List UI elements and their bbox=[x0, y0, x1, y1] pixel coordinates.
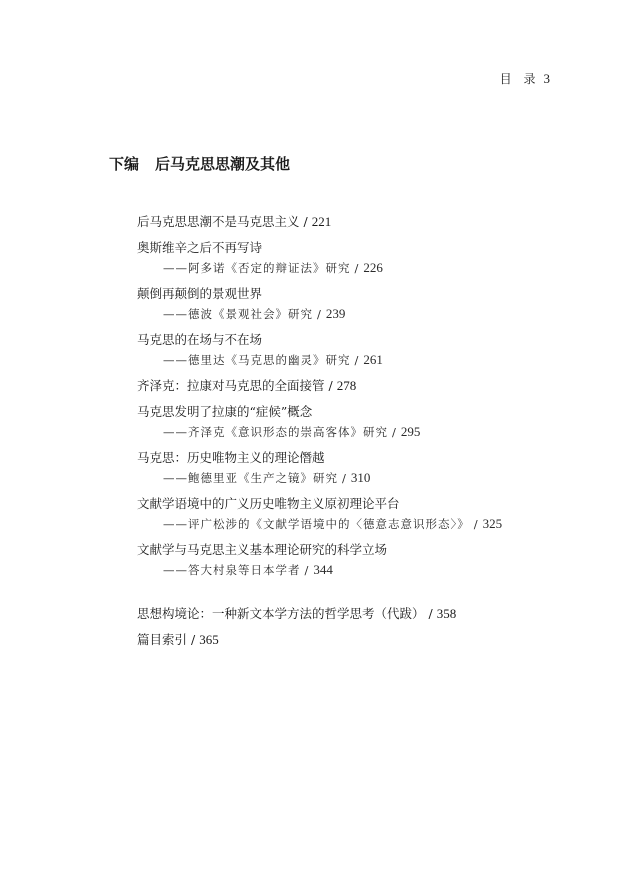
toc-separator: / bbox=[317, 307, 322, 321]
toc-entry-title: 马克思：历史唯物主义的理论僭越 bbox=[137, 450, 325, 465]
toc-entry[interactable] bbox=[137, 402, 574, 442]
toc-entry-page: 221 bbox=[311, 214, 332, 229]
toc-entry-subtitle: ——答大村泉等日本学者 bbox=[163, 563, 301, 577]
toc-entry-page: 226 bbox=[363, 260, 383, 275]
toc-separator: / bbox=[392, 425, 397, 439]
toc-entry-page: 358 bbox=[436, 606, 457, 621]
toc-entry-title: 奥斯维辛之后不再写诗 bbox=[137, 240, 263, 255]
toc-entry-title: 后马克思思潮不是马克思主义 bbox=[137, 214, 300, 229]
toc-entry-page: 295 bbox=[400, 424, 421, 439]
toc-entry[interactable] bbox=[137, 604, 574, 624]
toc-entry-title: 篇目索引 bbox=[137, 632, 188, 647]
toc-entry-title: 马克思发明了拉康的“症候”概念 bbox=[137, 404, 313, 419]
toc-entry-subtitle: ——阿多诺《否定的辩证法》研究 bbox=[163, 261, 351, 275]
toc-entry[interactable] bbox=[137, 284, 574, 324]
toc-entry-subtitle: ——鲍德里亚《生产之镜》研究 bbox=[163, 471, 338, 485]
toc-entry-page: 365 bbox=[199, 632, 219, 647]
toc-entry[interactable] bbox=[137, 212, 574, 232]
toc-entry[interactable] bbox=[137, 630, 574, 650]
toc-entry-page: 261 bbox=[363, 352, 383, 367]
toc-entry-page: 310 bbox=[350, 470, 371, 485]
toc-entry-title: 文献学与马克思主义基本理论研究的科学立场 bbox=[137, 542, 388, 557]
toc-entry-title: 文献学语境中的广义历史唯物主义原初理论平台 bbox=[137, 496, 400, 511]
toc-entry-subtitle: ——德波《景观社会》研究 bbox=[163, 307, 313, 321]
toc-separator: / bbox=[354, 353, 360, 367]
part-title: 后马克思思潮及其他 bbox=[155, 155, 291, 173]
toc-entry-subtitle: ——评广松涉的《文献学语境中的〈德意志意识形态〉》 bbox=[163, 517, 470, 531]
toc-entry-title: 马克思的在场与不在场 bbox=[137, 332, 263, 347]
toc-entry-page: 325 bbox=[482, 516, 503, 531]
toc-separator: / bbox=[354, 261, 360, 275]
toc-entry[interactable] bbox=[137, 448, 574, 488]
toc-separator: / bbox=[304, 563, 310, 577]
toc-entry-title: 齐泽克：拉康对马克思的全面接管 bbox=[137, 378, 325, 393]
toc-separator: / bbox=[342, 471, 347, 485]
toc-entry-title: 颠倒再颠倒的景观世界 bbox=[137, 286, 263, 301]
toc-entry-title: 思想构境论：一种新文本学方法的哲学思考（代跋） bbox=[137, 606, 425, 621]
toc-entry[interactable] bbox=[137, 238, 574, 278]
toc-entry-subtitle: ——德里达《马克思的幽灵》研究 bbox=[163, 353, 351, 367]
toc-separator: / bbox=[473, 517, 479, 531]
toc-entry[interactable] bbox=[137, 494, 574, 534]
toc-separator: / bbox=[191, 632, 196, 647]
toc-entry-page: 239 bbox=[325, 306, 346, 321]
toc-separator: / bbox=[328, 378, 333, 393]
toc-entry-page: 278 bbox=[336, 378, 357, 393]
toc-entry-page: 344 bbox=[313, 562, 333, 577]
toc-entry-subtitle: ——齐泽克《意识形态的崇高客体》研究 bbox=[163, 425, 388, 439]
running-header-section: 目 录 bbox=[499, 72, 540, 86]
part-heading bbox=[109, 153, 290, 174]
page-number: 3 bbox=[543, 71, 550, 86]
toc-entry[interactable] bbox=[137, 330, 574, 370]
toc-entry[interactable] bbox=[137, 376, 574, 396]
part-label: 下编 bbox=[109, 155, 140, 173]
toc-entry[interactable] bbox=[137, 540, 574, 580]
toc-separator: / bbox=[428, 606, 433, 621]
running-header bbox=[500, 70, 550, 87]
table-of-contents bbox=[137, 212, 574, 656]
toc-separator: / bbox=[303, 214, 308, 229]
